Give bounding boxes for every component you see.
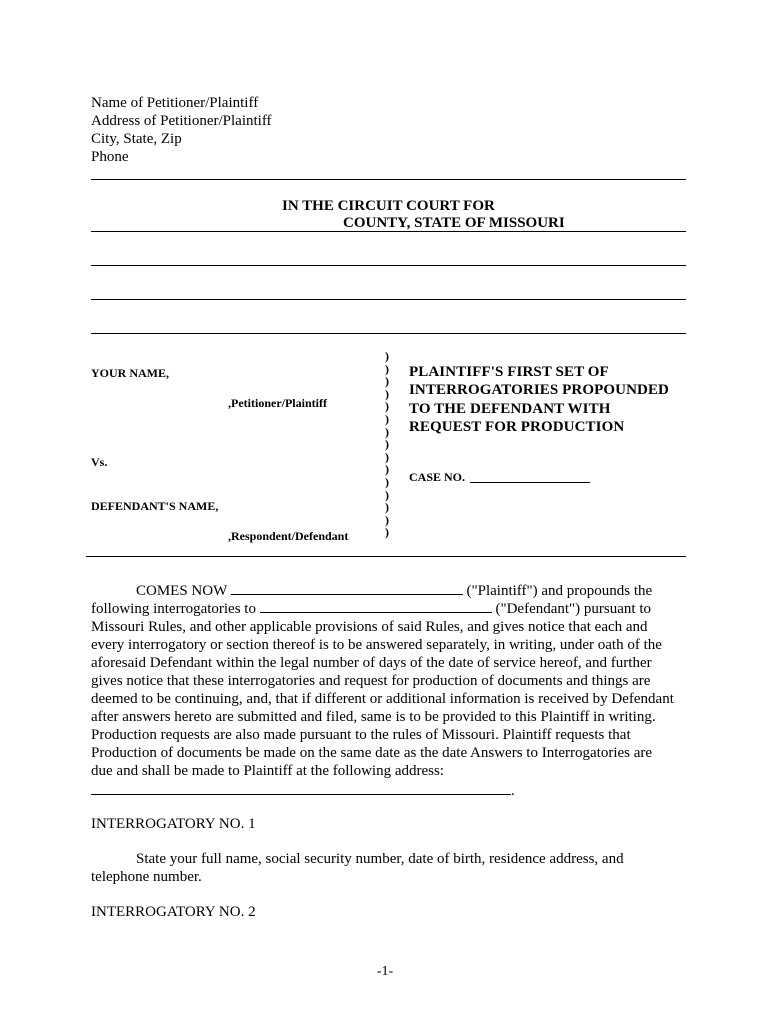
defendant-name-blank[interactable]	[260, 612, 492, 613]
interrogatory-1-text-cont: telephone number.	[91, 869, 202, 885]
blank-rule-2	[91, 299, 686, 300]
interrogatory-1-text: State your full name, social security number, date of birth, residence address, and	[136, 851, 624, 867]
petitioner-phone-line: Phone	[91, 149, 129, 165]
caption-paren-column: ) ) ) ) ) ) ) ) ) ) ) ) ) ) )	[385, 349, 389, 540]
respondent-role-label: ,Respondent/Defendant	[228, 529, 349, 543]
versus-label: Vs.	[91, 455, 108, 469]
pleading-title: PLAINTIFF'S FIRST SET OF INTERROGATORIES PROPOUNDED TO THE DEFENDANT WITH REQUEST FOR PRODUCTION	[409, 364, 669, 435]
comes-now-paragraph: COMES NOW ("Plaintiff") and propounds the following interrogatories to ("Defendant") pursuant to Missouri Rules, and other applicable provisions of said Rules, and gives notice that each and every interrogatory or section thereof is to be answered separately, in writing, under oath of the aforesaid Defendant within the legal number of days of the date of service hereof, and further gives notice that these interrogatories and request for production of documents and things are deemed to be continuing, and, that if different or additional information is received by Defendant after answers hereto are submitted and filed, same is to be provided to this Plaintiff in writing. Production requests are also made pursuant to the rules of Missouri. Plaintiff requests that Production of documents be made on the same date as the date Answers to Interrogatories are due and shall be made to Plaintiff at the following address: .	[91, 583, 674, 799]
page-number: -1-	[376, 964, 394, 979]
plaintiff-name-blank[interactable]	[231, 594, 463, 595]
petitioner-city-line: City, State, Zip	[91, 131, 182, 147]
defendant-name-label: DEFENDANT'S NAME,	[91, 499, 219, 513]
court-title-line1: IN THE CIRCUIT COURT FOR	[282, 198, 495, 214]
petitioner-role-label: ,Petitioner/Plaintiff	[228, 396, 327, 410]
petitioner-name-line: Name of Petitioner/Plaintiff	[91, 95, 259, 111]
petitioner-address-line: Address of Petitioner/Plaintiff	[91, 113, 272, 129]
county-blank[interactable]	[204, 215, 340, 232]
header-divider	[91, 179, 686, 180]
blank-rule-3	[91, 333, 686, 334]
case-number-blank[interactable]	[470, 468, 590, 483]
interrogatory-1-heading: INTERROGATORY NO. 1	[91, 816, 256, 832]
court-title-line2: COUNTY, STATE OF MISSOURI	[343, 215, 565, 231]
blank-rule-1	[91, 265, 686, 266]
address-blank[interactable]	[91, 780, 511, 795]
your-name-label: YOUR NAME,	[91, 366, 169, 380]
caption-divider	[86, 556, 686, 557]
interrogatory-2-heading: INTERROGATORY NO. 2	[91, 904, 256, 920]
case-number-label: CASE NO.	[409, 470, 466, 484]
